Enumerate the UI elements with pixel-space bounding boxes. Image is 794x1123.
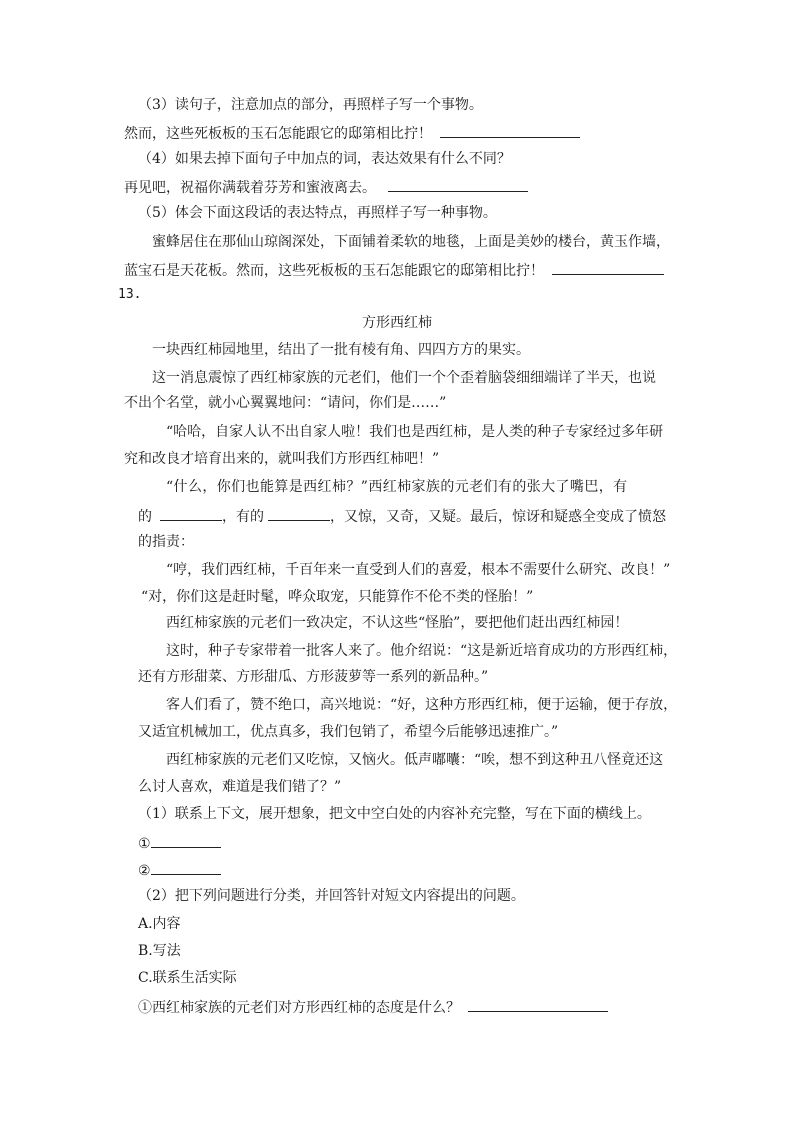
q4-sentence-line xyxy=(124,176,528,196)
sub2-label: （2）把下列问题进行分类，并回答针对短文内容提出的问题。 xyxy=(138,888,525,904)
sub1-label: （1）联系上下文，展开想象，把文中空白处的内容补充完整，写在下面的横线上。 xyxy=(138,806,651,822)
q5-para-line1: 蜜蜂居住在那仙山琼阁深处，下面铺着柔软的地毯，上面是美妙的楼台，黄玉作墙， xyxy=(152,234,670,250)
passage-p1: 一块西红柿园地里，结出了一批有棱有角、四四方方的果实。 xyxy=(152,342,530,358)
passage-p3-line2: 究和改良才培育出来的，就叫我们方形西红柿吧！” xyxy=(124,451,440,467)
q3-sentence-line xyxy=(124,122,580,142)
q4-answer-blank[interactable] xyxy=(388,176,528,192)
q5-label: （5）体会下面这段话的表达特点，再照样子写一种事物。 xyxy=(138,205,497,221)
question-number: 13. xyxy=(118,287,142,302)
q4-label: （4）如果去掉下面句子中加点的词，表达效果有什么不同？ xyxy=(138,151,511,167)
p4-text-b: ，有的 xyxy=(222,509,264,525)
option-a: A.内容 xyxy=(138,916,181,932)
sub2-q1: ①西红柿家族的元老们对方形西红柿的态度是什么？ xyxy=(138,1000,460,1016)
q5-answer-blank[interactable] xyxy=(552,259,664,275)
passage-p10-line1: 西红柿家族的元老们又吃惊，又恼火。低声嘟囔：“唉，想不到这种丑八怪竟还这 xyxy=(166,752,664,768)
passage-p2-line2: 不出个名堂，就小心翼翼地问：“请问，你们是……” xyxy=(124,395,447,411)
q4-sentence: 再见吧，祝福你满载着芬芳和蜜液离去。 xyxy=(124,180,376,196)
answer-blank-1[interactable] xyxy=(151,832,221,848)
q5-para-line2-row xyxy=(124,259,664,279)
sub2-q1-row xyxy=(138,996,608,1016)
sub2-q1-answer-blank[interactable] xyxy=(468,996,608,1012)
answer-blank-2[interactable] xyxy=(151,859,221,875)
passage-p2-line1: 这一消息震惊了西红柿家族的元老们，他们一个个歪着脑袋细细端详了半天，也说 xyxy=(152,370,656,386)
passage-p4-line2 xyxy=(138,505,666,525)
passage-title: 方形西红柿 xyxy=(362,315,432,331)
passage-p9-line2: 又适宜机械加工，优点真多，我们包销了，希望今后能够迅速推广。” xyxy=(138,724,559,740)
p4-text-a: 的 xyxy=(138,509,152,525)
sub1-item2-row xyxy=(138,859,221,879)
passage-p4-line1: “什么，你们也能算是西红柿？”西红柿家族的元老们有的张大了嘴巴，有 xyxy=(166,479,628,495)
sub1-item2-marker: ② xyxy=(138,863,151,879)
q5-para-line2: 蓝宝石是天花板。然而，这些死板板的玉石怎能跟它的邸第相比拧！ xyxy=(124,263,544,279)
sub1-item1-marker: ① xyxy=(138,836,151,852)
q3-sentence: 然而，这些死板板的玉石怎能跟它的邸第相比拧！ xyxy=(124,126,432,142)
passage-p4-line3: 的指责： xyxy=(138,534,194,550)
passage-p8-line1: 这时，种子专家带着一批客人来了。他介绍说：“这是新近培育成功的方形西红柿， xyxy=(166,643,678,659)
option-b: B.写法 xyxy=(138,943,181,959)
sub1-item1-row xyxy=(138,832,221,852)
p4-text-c: ，又惊，又奇，又疑。最后，惊讶和疑惑全变成了愤怒 xyxy=(330,509,666,525)
option-c: C.联系生活实际 xyxy=(138,970,237,986)
passage-p6: “对，你们这是赶时髦，哗众取宠，只能算作不伦不类的怪胎！” xyxy=(141,589,534,605)
passage-p5: “哼，我们西红柿，千百年来一直受到人们的喜爱，根本不需要什么研究、改良！” xyxy=(166,562,671,578)
passage-p7: 西红柿家族的元老们一致决定，不认这些“怪胎”，要把他们赶出西红柿园！ xyxy=(166,615,629,631)
blank-1[interactable] xyxy=(160,505,222,521)
passage-p9-line1: 客人们看了，赞不绝口，高兴地说：“好，这种方形西红柿，便于运输，便于存放， xyxy=(166,697,678,713)
q3-answer-blank[interactable] xyxy=(440,122,580,138)
blank-2[interactable] xyxy=(268,505,330,521)
q3-label: （3）读句子，注意加点的部分，再照样子写一个事物。 xyxy=(138,97,483,113)
passage-p10-line2: 么讨人喜欢，难道是我们错了？” xyxy=(138,779,342,795)
passage-p3-line1: “哈哈，自家人认不出自家人啦！我们也是西红柿，是人类的种子专家经过多年研 xyxy=(166,424,664,440)
passage-p8-line2: 还有方形甜菜、方形甜瓜、方形菠萝等一系列的新品种。” xyxy=(138,669,489,685)
